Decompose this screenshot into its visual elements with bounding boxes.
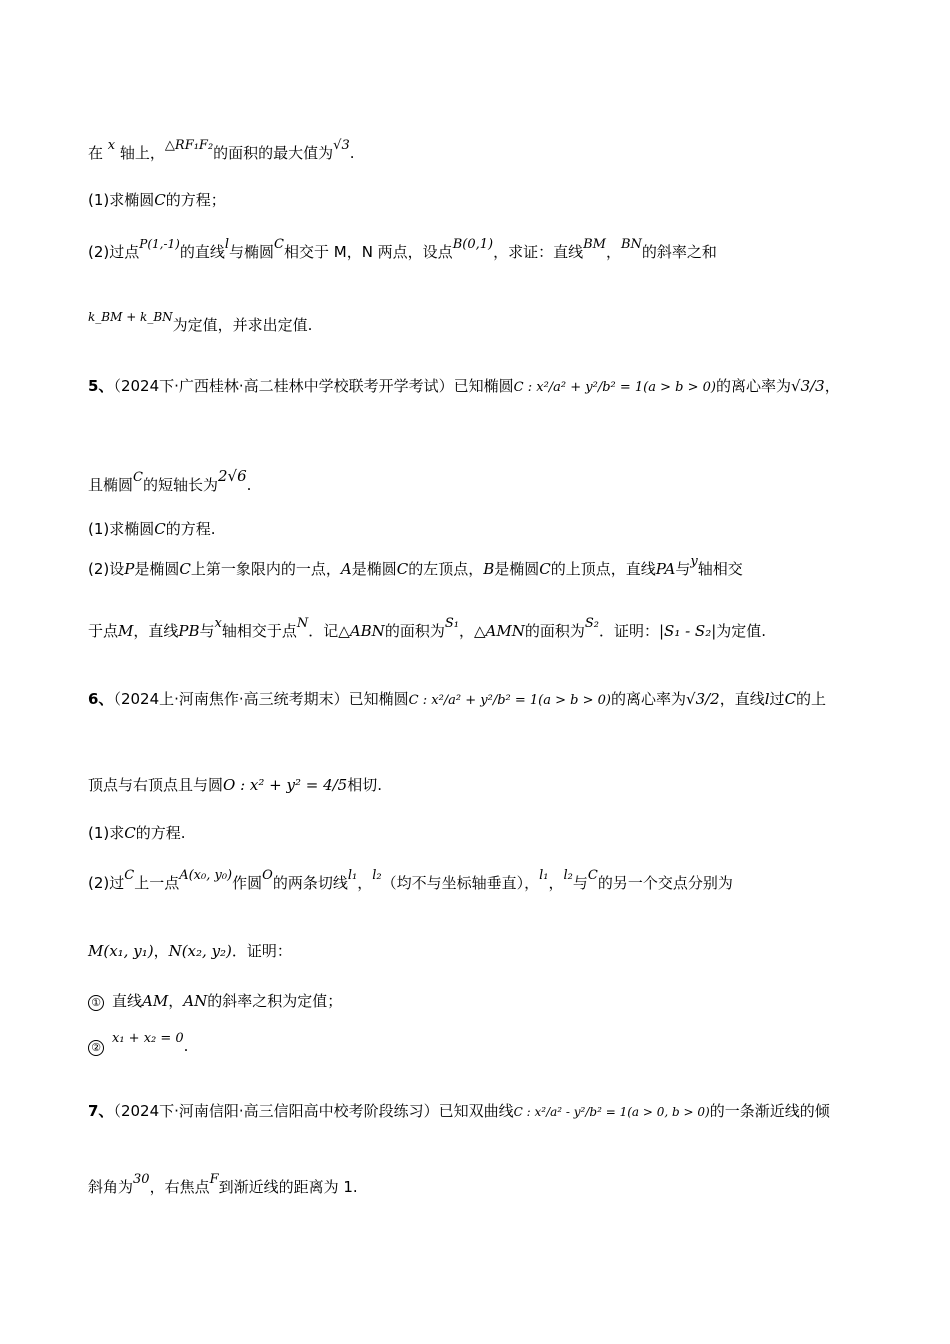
text-line: (2)设P是椭圆C上第一象限内的一点，A是椭圆C的左顶点，B是椭圆C的上顶点，直线PA与y轴相交 bbox=[88, 554, 743, 578]
text-line: 于点M，直线PB与x轴相交于点N．记△ABN的面积为S₁，△AMN的面积为S₂．证明：|S₁ - S₂|为定值. bbox=[88, 616, 767, 640]
text-line: (1)求C的方程. bbox=[88, 824, 186, 842]
text-line: (1)求椭圆C的方程； bbox=[88, 191, 226, 209]
text-line: $^{k\_BM + k\_BN}$为定值，并求出定值. bbox=[88, 310, 313, 334]
text-line: M(x₁, y₁)，N(x₂, y₂)．证明： bbox=[88, 942, 292, 960]
problem-6-heading: 6、（2024上·河南焦作·高三统考期末）已知椭圆C : x²/a² + y²/b² = 1(a > b > 0)的离心率为√3/2，直线l过C的上 bbox=[88, 690, 827, 708]
text-line: (1)求椭圆C的方程. bbox=[88, 520, 216, 538]
text-line: (2)过C上一点A(x₀, y₀)作圆O的两条切线l₁，l₂（均不与坐标轴垂直），l₁，l₂与C的另一个交点分别为 bbox=[88, 868, 733, 892]
text-line: 顶点与右顶点且与圆O : x² + y² = 4/5相切. bbox=[88, 776, 382, 794]
text-line: 斜角为30，右焦点F到渐近线的距离为 1. bbox=[88, 1172, 358, 1196]
text-line: 在 x 轴上，△RF₁F₂的面积的最大值为√3. bbox=[88, 138, 355, 162]
text-line: ②x₁ + x₂ = 0. bbox=[88, 1031, 188, 1056]
text-line: 且椭圆C的短轴长为2√6. bbox=[88, 467, 252, 494]
problem-7-heading: 7、（2024下·河南信阳·高三信阳高中校考阶段练习）已知双曲线C : x²/a² - y²/b² = 1(a > 0, b > 0)的一条渐近线的倾 bbox=[88, 1102, 830, 1120]
text-line: ① 直线AM，AN的斜率之积为定值； bbox=[88, 990, 342, 1011]
text-line: (2)过点$^{P(1,-1)}$的直线l与椭圆C相交于 M，N 两点，设点B(0,1)，求证：直线BM，BN的斜率之和 bbox=[88, 237, 717, 261]
problem-5-heading: 5、（2024下·广西桂林·高二桂林中学校联考开学考试）已知椭圆C : x²/a² + y²/b² = 1(a > b > 0)的离心率为√3/3， bbox=[88, 377, 840, 395]
